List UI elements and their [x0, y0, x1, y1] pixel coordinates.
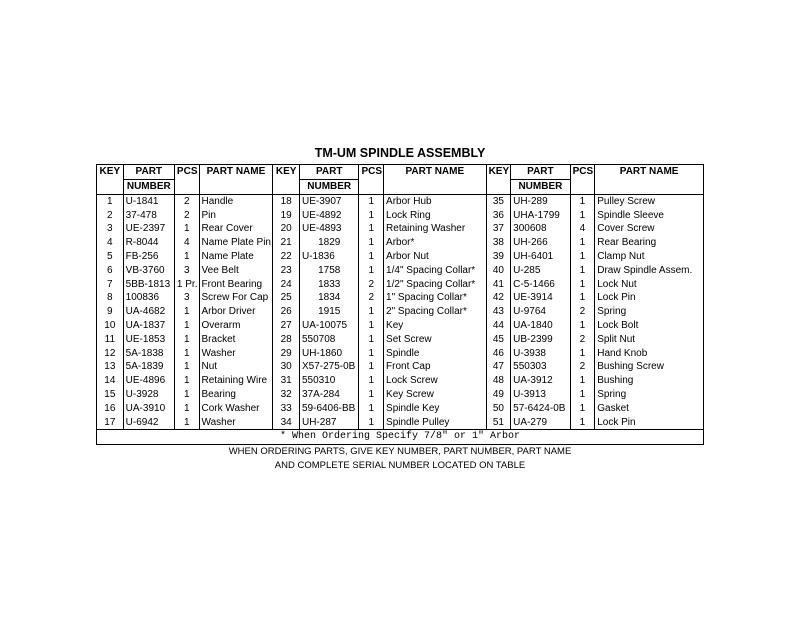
pcs-cell: 1: [174, 333, 199, 347]
table-row: [97, 250, 704, 264]
part-number-cell: U-1841: [123, 194, 174, 208]
table-row: [97, 319, 704, 333]
key-cell: 26: [273, 305, 300, 319]
pcs-cell: 1: [359, 402, 384, 416]
part-number-cell: UB-2399: [511, 333, 570, 347]
pcs-cell: 1: [174, 222, 199, 236]
part-number-cell: C-5-1466: [511, 278, 570, 292]
part-name-cell: Lock Bolt: [595, 319, 704, 333]
table-row: [97, 374, 704, 388]
part-name-cell: Bearing: [199, 388, 273, 402]
key-cell: 9: [97, 305, 124, 319]
part-name-cell: Lock Screw: [384, 374, 487, 388]
part-name-cell: Spring: [595, 305, 704, 319]
part-number-cell: UH-266: [511, 236, 570, 250]
pcs-cell: 2: [359, 291, 384, 305]
pcs-cell: 1: [174, 360, 199, 374]
key-cell: 2: [97, 209, 124, 223]
header-part-number-2: NUMBER: [511, 180, 570, 195]
part-number-cell: UA-4682: [123, 305, 174, 319]
key-cell: 50: [486, 402, 511, 416]
part-number-cell: 550303: [511, 360, 570, 374]
key-cell: 37: [486, 222, 511, 236]
part-name-cell: Bracket: [199, 333, 273, 347]
key-cell: 42: [486, 291, 511, 305]
key-cell: 38: [486, 236, 511, 250]
key-cell: 41: [486, 278, 511, 292]
part-number-cell: 5A-1839: [123, 360, 174, 374]
key-cell: 4: [97, 236, 124, 250]
part-number-cell: 57-6424-0B: [511, 402, 570, 416]
part-name-cell: Rear Bearing: [595, 236, 704, 250]
header-part-name: PART NAME: [199, 165, 273, 195]
pcs-cell: 1: [174, 305, 199, 319]
pcs-cell: 1: [570, 388, 595, 402]
part-name-cell: Arbor Driver: [199, 305, 273, 319]
table-row: [97, 222, 704, 236]
key-cell: 20: [273, 222, 300, 236]
ordering-note-line-1: WHEN ORDERING PARTS, GIVE KEY NUMBER, PART NUMBER, PART NAME: [228, 446, 572, 457]
key-cell: 10: [97, 319, 124, 333]
pcs-cell: 1: [174, 416, 199, 430]
header-part-number-2: NUMBER: [123, 180, 174, 195]
key-cell: 51: [486, 416, 511, 430]
header-part-number-2: NUMBER: [299, 180, 358, 195]
part-number-cell: 100836: [123, 291, 174, 305]
pcs-cell: 2: [570, 360, 595, 374]
pcs-cell: 1: [359, 319, 384, 333]
key-cell: 12: [97, 347, 124, 361]
part-name-cell: Arbor*: [384, 236, 487, 250]
part-number-cell: U-285: [511, 264, 570, 278]
header-part-name: PART NAME: [384, 165, 487, 195]
part-number-cell: 1758: [299, 264, 358, 278]
part-number-cell: UE-4892: [299, 209, 358, 223]
part-number-cell: UA-279: [511, 416, 570, 430]
header-key: KEY: [273, 165, 300, 195]
pcs-cell: 1: [359, 209, 384, 223]
pcs-cell: 3: [174, 264, 199, 278]
part-number-cell: R-8044: [123, 236, 174, 250]
pcs-cell: 2: [174, 209, 199, 223]
pcs-cell: 2: [359, 278, 384, 292]
arbor-footnote: * When Ordering Specify 7/8" or 1" Arbor: [97, 430, 704, 445]
key-cell: 16: [97, 402, 124, 416]
key-cell: 8: [97, 291, 124, 305]
part-number-cell: 1833: [299, 278, 358, 292]
pcs-cell: 1: [570, 319, 595, 333]
part-number-cell: 5BB-1813: [123, 278, 174, 292]
table-row: [97, 347, 704, 361]
pcs-cell: 1: [570, 264, 595, 278]
part-name-cell: Split Nut: [595, 333, 704, 347]
key-cell: 13: [97, 360, 124, 374]
part-name-cell: Retaining Wire: [199, 374, 273, 388]
key-cell: 46: [486, 347, 511, 361]
part-name-cell: Draw Spindle Assem.: [595, 264, 704, 278]
pcs-cell: 1: [570, 194, 595, 208]
part-number-cell: UH-1860: [299, 347, 358, 361]
pcs-cell: 1: [570, 402, 595, 416]
key-cell: 43: [486, 305, 511, 319]
table-row: [97, 402, 704, 416]
key-cell: 27: [273, 319, 300, 333]
part-number-cell: UE-2397: [123, 222, 174, 236]
part-name-cell: Spindle: [384, 347, 487, 361]
key-cell: 44: [486, 319, 511, 333]
table-row: [97, 388, 704, 402]
pcs-cell: 1: [359, 374, 384, 388]
header-part-number: PART: [299, 165, 358, 180]
part-number-cell: UA-3912: [511, 374, 570, 388]
header-key: KEY: [97, 165, 124, 195]
part-name-cell: Nut: [199, 360, 273, 374]
key-cell: 15: [97, 388, 124, 402]
pcs-cell: 1: [570, 374, 595, 388]
part-name-cell: Lock Ring: [384, 209, 487, 223]
table-row: [97, 305, 704, 319]
part-name-cell: Lock Pin: [595, 291, 704, 305]
key-cell: 25: [273, 291, 300, 305]
part-name-cell: Clamp Nut: [595, 250, 704, 264]
pcs-cell: 1: [174, 250, 199, 264]
part-name-cell: Arbor Hub: [384, 194, 487, 208]
key-cell: 1: [97, 194, 124, 208]
table-body: [97, 194, 704, 430]
table-row: [97, 264, 704, 278]
pcs-cell: 1: [359, 388, 384, 402]
part-number-cell: U-6942: [123, 416, 174, 430]
pcs-cell: 4: [174, 236, 199, 250]
pcs-cell: 1: [174, 347, 199, 361]
part-number-cell: U-1836: [299, 250, 358, 264]
part-name-cell: Cover Screw: [595, 222, 704, 236]
part-name-cell: Washer: [199, 347, 273, 361]
pcs-cell: 1: [359, 416, 384, 430]
pcs-cell: 1: [359, 347, 384, 361]
part-name-cell: Rear Cover: [199, 222, 273, 236]
key-cell: 3: [97, 222, 124, 236]
key-cell: 29: [273, 347, 300, 361]
key-cell: 33: [273, 402, 300, 416]
part-number-cell: 1829: [299, 236, 358, 250]
part-number-cell: U-9764: [511, 305, 570, 319]
key-cell: 17: [97, 416, 124, 430]
pcs-cell: 1: [174, 319, 199, 333]
pcs-cell: 1: [359, 360, 384, 374]
part-name-cell: Bushing: [595, 374, 704, 388]
table-row: [97, 291, 704, 305]
part-number-cell: U-3928: [123, 388, 174, 402]
parts-table: [96, 164, 704, 445]
part-name-cell: Gasket: [595, 402, 704, 416]
part-number-cell: UHA-1799: [511, 209, 570, 223]
part-name-cell: Spindle Sleeve: [595, 209, 704, 223]
part-number-cell: UA-1840: [511, 319, 570, 333]
part-name-cell: Name Plate: [199, 250, 273, 264]
key-cell: 14: [97, 374, 124, 388]
part-number-cell: UE-3907: [299, 194, 358, 208]
key-cell: 32: [273, 388, 300, 402]
part-name-cell: Key: [384, 319, 487, 333]
part-name-cell: Pin: [199, 209, 273, 223]
header-part-name: PART NAME: [595, 165, 704, 195]
pcs-cell: 1: [570, 416, 595, 430]
pcs-cell: 2: [570, 305, 595, 319]
part-number-cell: UE-1853: [123, 333, 174, 347]
part-name-cell: Lock Nut: [595, 278, 704, 292]
table-header: [97, 165, 704, 195]
key-cell: 40: [486, 264, 511, 278]
part-number-cell: UA-1837: [123, 319, 174, 333]
table-row: [97, 209, 704, 223]
pcs-cell: 3: [174, 291, 199, 305]
part-name-cell: 1/2" Spacing Collar*: [384, 278, 487, 292]
key-cell: 45: [486, 333, 511, 347]
table-row: [97, 278, 704, 292]
header-part-number: PART: [511, 165, 570, 180]
part-number-cell: U-3913: [511, 388, 570, 402]
pcs-cell: 2: [174, 194, 199, 208]
part-number-cell: 1915: [299, 305, 358, 319]
key-cell: 24: [273, 278, 300, 292]
ordering-note-line-2: AND COMPLETE SERIAL NUMBER LOCATED ON TABLE: [274, 460, 526, 471]
part-number-cell: UE-4893: [299, 222, 358, 236]
pcs-cell: 1: [359, 333, 384, 347]
pcs-cell: 1: [359, 264, 384, 278]
table-row: [97, 416, 704, 430]
pcs-cell: 1: [570, 291, 595, 305]
part-number-cell: UE-4896: [123, 374, 174, 388]
header-pcs: PCS: [174, 165, 199, 195]
key-cell: 36: [486, 209, 511, 223]
part-name-cell: 1/4" Spacing Collar*: [384, 264, 487, 278]
part-name-cell: Bushing Screw: [595, 360, 704, 374]
key-cell: 34: [273, 416, 300, 430]
table-row: [97, 333, 704, 347]
header-key: KEY: [486, 165, 511, 195]
pcs-cell: 4: [570, 222, 595, 236]
part-name-cell: Name Plate Pin: [199, 236, 273, 250]
part-number-cell: UH-289: [511, 194, 570, 208]
pcs-cell: 1: [570, 278, 595, 292]
pcs-cell: 1: [359, 222, 384, 236]
pcs-cell: 1: [359, 194, 384, 208]
table-row: [97, 236, 704, 250]
key-cell: 7: [97, 278, 124, 292]
table-row: [97, 360, 704, 374]
part-number-cell: UA-3910: [123, 402, 174, 416]
key-cell: 19: [273, 209, 300, 223]
part-name-cell: Set Screw: [384, 333, 487, 347]
part-number-cell: 59-6406-BB: [299, 402, 358, 416]
part-number-cell: UE-3914: [511, 291, 570, 305]
part-name-cell: Washer: [199, 416, 273, 430]
pcs-cell: 1: [570, 250, 595, 264]
part-name-cell: Retaining Washer: [384, 222, 487, 236]
key-cell: 6: [97, 264, 124, 278]
key-cell: 18: [273, 194, 300, 208]
part-number-cell: 300608: [511, 222, 570, 236]
key-cell: 35: [486, 194, 511, 208]
part-name-cell: Overarm: [199, 319, 273, 333]
part-name-cell: 2" Spacing Collar*: [384, 305, 487, 319]
part-name-cell: Lock Pin: [595, 416, 704, 430]
pcs-cell: 1: [359, 305, 384, 319]
part-name-cell: Front Bearing: [199, 278, 273, 292]
pcs-cell: 2: [570, 333, 595, 347]
part-name-cell: Arbor Nut: [384, 250, 487, 264]
part-number-cell: 1834: [299, 291, 358, 305]
part-name-cell: Pulley Screw: [595, 194, 704, 208]
part-name-cell: Vee Belt: [199, 264, 273, 278]
pcs-cell: 1: [174, 402, 199, 416]
part-number-cell: 37-478: [123, 209, 174, 223]
key-cell: 22: [273, 250, 300, 264]
part-name-cell: Handle: [199, 194, 273, 208]
part-name-cell: Cork Washer: [199, 402, 273, 416]
part-name-cell: Spindle Pulley: [384, 416, 487, 430]
header-pcs: PCS: [570, 165, 595, 195]
key-cell: 28: [273, 333, 300, 347]
part-number-cell: 550310: [299, 374, 358, 388]
part-number-cell: UH-287: [299, 416, 358, 430]
pcs-cell: 1: [359, 250, 384, 264]
part-name-cell: Key Screw: [384, 388, 487, 402]
key-cell: 21: [273, 236, 300, 250]
part-name-cell: Screw For Cap: [199, 291, 273, 305]
key-cell: 5: [97, 250, 124, 264]
pcs-cell: 1: [174, 374, 199, 388]
part-name-cell: Spindle Key: [384, 402, 487, 416]
part-name-cell: Hand Knob: [595, 347, 704, 361]
pcs-cell: 1: [570, 347, 595, 361]
part-number-cell: FB-256: [123, 250, 174, 264]
pcs-cell: 1: [570, 209, 595, 223]
key-cell: 47: [486, 360, 511, 374]
part-name-cell: Front Cap: [384, 360, 487, 374]
part-number-cell: UH-6401: [511, 250, 570, 264]
page-title: TM-UM SPINDLE ASSEMBLY: [314, 146, 486, 160]
part-name-cell: Spring: [595, 388, 704, 402]
key-cell: 31: [273, 374, 300, 388]
part-number-cell: 550708: [299, 333, 358, 347]
part-number-cell: 37A-284: [299, 388, 358, 402]
key-cell: 11: [97, 333, 124, 347]
part-number-cell: VB-3760: [123, 264, 174, 278]
pcs-cell: 1: [359, 236, 384, 250]
pcs-cell: 1: [570, 236, 595, 250]
header-pcs: PCS: [359, 165, 384, 195]
header-part-number: PART: [123, 165, 174, 180]
pcs-cell: 1 Pr.: [174, 278, 199, 292]
part-number-cell: X57-275-0B: [299, 360, 358, 374]
key-cell: 48: [486, 374, 511, 388]
table-row: [97, 194, 704, 208]
part-name-cell: 1" Spacing Collar*: [384, 291, 487, 305]
part-number-cell: U-3938: [511, 347, 570, 361]
part-number-cell: UA-10075: [299, 319, 358, 333]
key-cell: 39: [486, 250, 511, 264]
key-cell: 49: [486, 388, 511, 402]
key-cell: 23: [273, 264, 300, 278]
key-cell: 30: [273, 360, 300, 374]
pcs-cell: 1: [174, 388, 199, 402]
part-number-cell: 5A-1838: [123, 347, 174, 361]
